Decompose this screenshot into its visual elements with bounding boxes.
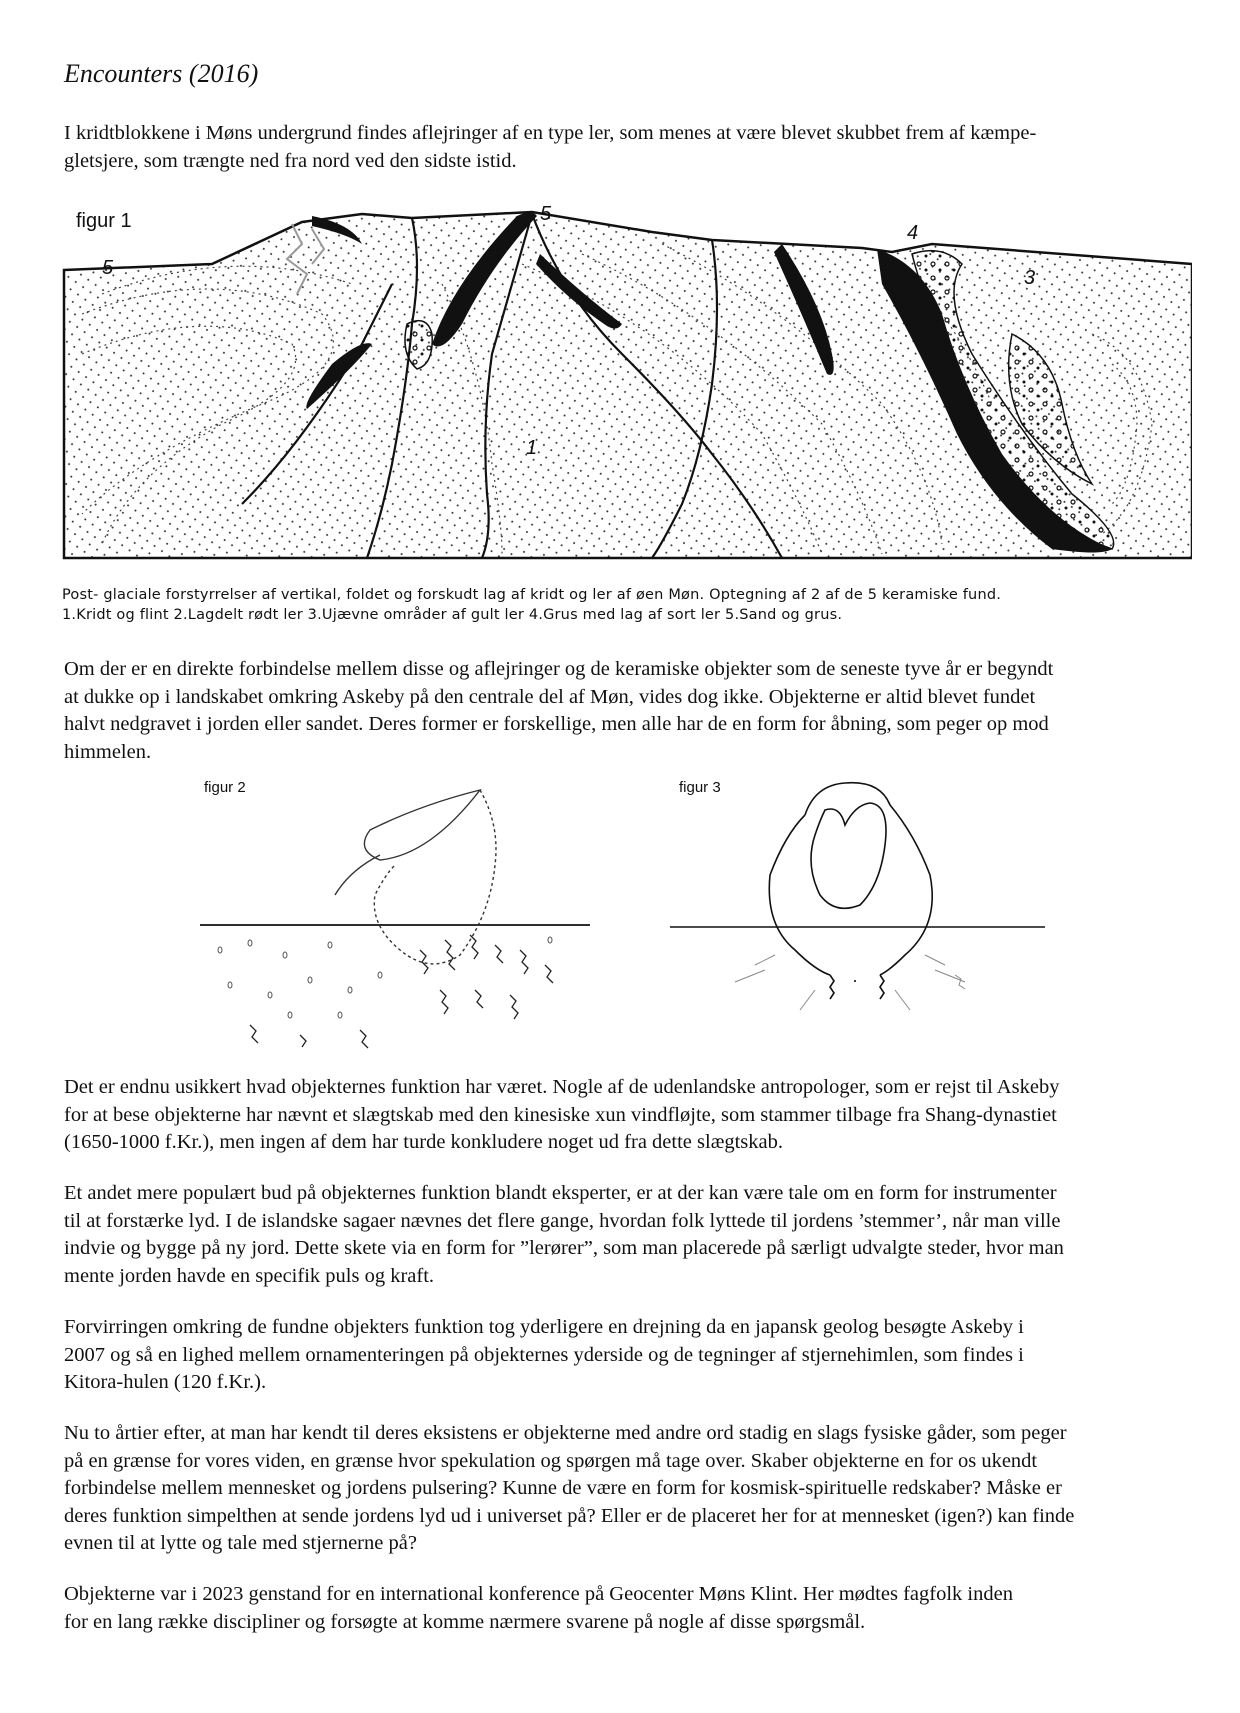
figure-2 — [190, 775, 600, 1065]
figure-1-number-3: 3 — [1024, 267, 1036, 289]
figure-1-number-1-center: 1 — [526, 437, 538, 459]
figure-1-number-4: 4 — [907, 222, 919, 244]
page-title: Encounters (2016) — [64, 59, 259, 88]
figure-2-drawing — [190, 775, 600, 1065]
figure-1-number-1-right: 1 — [942, 349, 954, 371]
figure-1-number-5-left: 5 — [102, 257, 114, 279]
paragraph-4: Forvirringen omkring de fundne objekters funktion tog yderligere en drejning da en japansk geolog besøgte Askeby i 2007 og så en lighed mellem ornamenteringen på objekternes yderside og de tegninger af stjernehimlen, som findes i Kitora-hulen (120 f.Kr.). — [64, 1316, 1024, 1393]
figure-1 — [62, 204, 1192, 574]
figure-2-label: figur 2 — [204, 779, 246, 796]
paragraph-6: Objekterne var i 2023 genstand for en international konference på Geocenter Møns Klint. Her mødtes fagfolk inden for en lang række discipliner og forsøgte at komme nærmere svarene på nogle af disse spørgsmål. — [64, 1583, 1013, 1633]
paragraph-2: Det er endnu usikkert hvad objekternes funktion har været. Nogle af de udenlandske antropologer, som er rejst til Askeby for at bese objekterne har nævnt et slægtskab med den kinesiske xun vindfløjte, som stammer tilbage fra Shang-dynastiet (1650-1000 f.Kr.), men ingen af dem har turde konkludere noget ud fra dette slægtskab. — [64, 1076, 1060, 1153]
geology-cross-section-drawing — [62, 204, 1192, 574]
paragraph-1: Om der er en direkte forbindelse mellem disse og aflejringer og de keramiske objekter som de seneste tyve år er begyndt at dukke op i landskabet omkring Askeby på den centrale del af Møn, vides dog ikke. Objekterne er altid blevet fundet halvt nedgravet i jorden eller sandet. Deres former er forskellige, men alle har de en form for åbning, som peger op mod himmelen. — [64, 658, 1054, 763]
figure-1-number-5-top: 5 — [540, 204, 552, 225]
figure-3-drawing — [665, 775, 1065, 1065]
intro-paragraph: I kridtblokkene i Møns undergrund findes aflejringer af en type ler, som menes at være blevet skubbet frem af kæmpe- gletsjere, som trængte ned fra nord ved den sidste istid. — [64, 122, 1037, 172]
paragraph-3: Et andet mere populært bud på objekternes funktion blandt eksperter, er at der kan være tale om en form for instrumenter til at forstærke lyd. I de islandske sagaer nævnes det flere gange, hvordan folk lyttede til jordens ’stemmer’, når man ville indvie og bygge på ny jord. Dette skete via en form for ”lerører”, som man placerede på særligt udvalgte steder, hvor man mente jorden havde en specifik puls og kraft. — [64, 1182, 1064, 1287]
figure-3 — [665, 775, 1065, 1065]
paragraph-5: Nu to årtier efter, at man har kendt til deres eksistens er objekterne med andre ord stadig en slags fysiske gåder, som peger på en grænse for vores viden, en grænse hvor spekulation og spørgen må tage over. Skaber objekterne en for os ukendt forbindelse mellem mennesket og jordens pulsering? Kunne de være en form for kosmisk-spirituelle redskaber? Måske er deres funktion simpelthen at sende jordens lyd ud i universet på? Eller er de placeret her for at mennesket (igen?) kan finde evnen til at lytte og tale med stjernerne på? — [64, 1422, 1075, 1554]
figure-3-label: figur 3 — [679, 779, 721, 796]
figure-1-label: figur 1 — [72, 210, 136, 233]
figure-1-caption: Post- glaciale forstyrrelser af vertikal, foldet og forskudt lag af kridt og ler af øen Møn. Optegning af 2 af de 5 keramiske fund. 1.Kridt og flint 2.Lagdelt rødt ler 3.Ujævne områder af gult ler 4.Grus med lag af sort ler 5.Sand og grus. — [62, 587, 1002, 623]
